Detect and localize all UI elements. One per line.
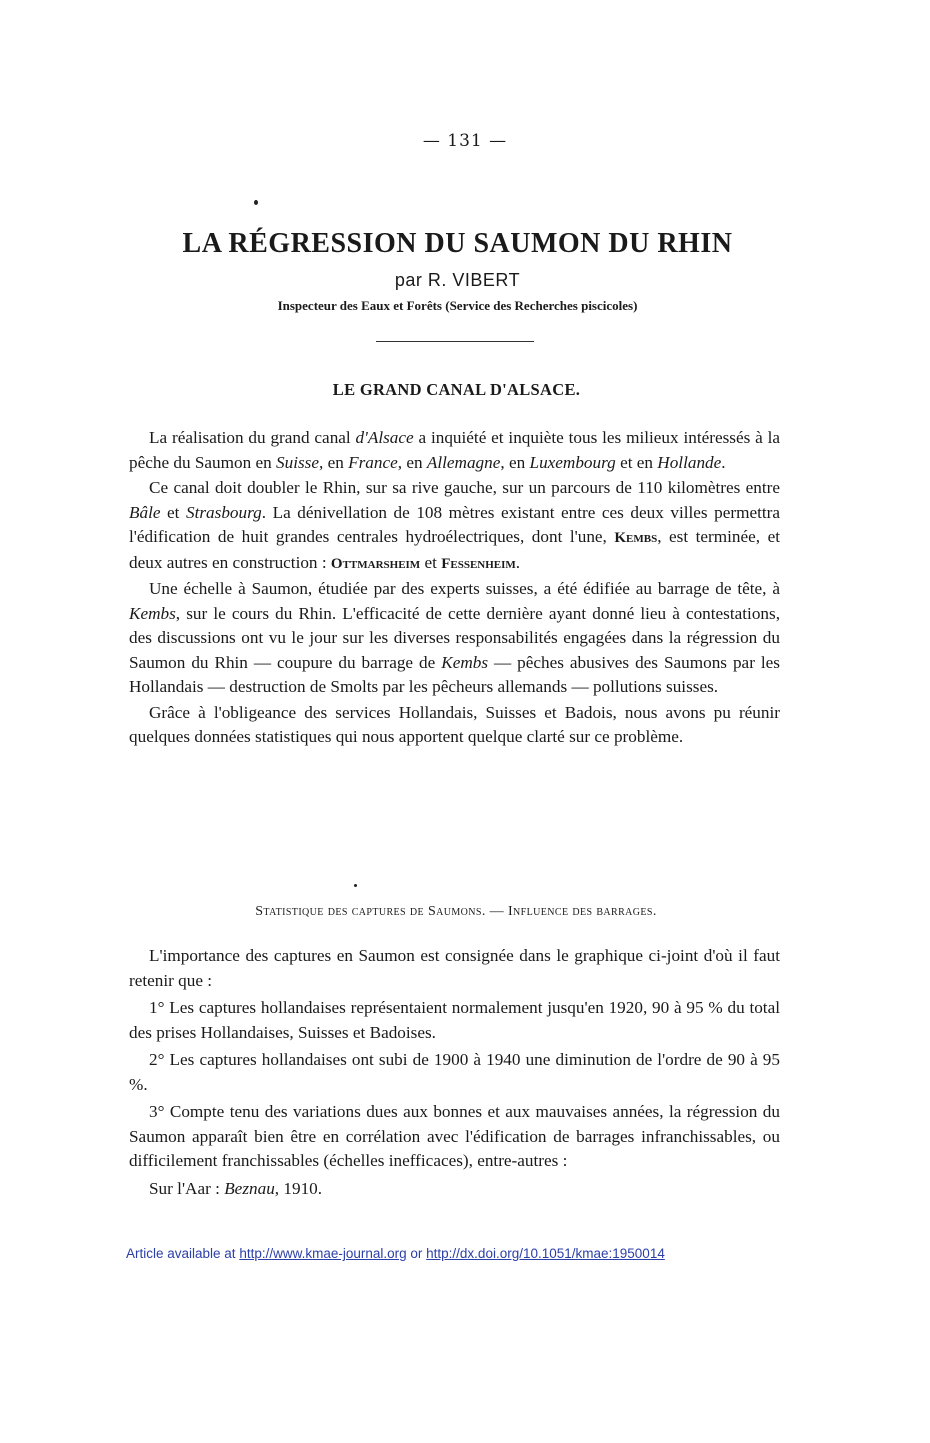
italic-run: Suisse [276, 452, 319, 472]
paragraph-1 [129, 426, 780, 475]
text-run: , en [500, 452, 530, 472]
smallcaps-run: Ottmarsheim [330, 555, 421, 572]
subheading: Statistique des captures de Saumons. — Influence des barrages. [255, 904, 657, 919]
section-body [129, 426, 780, 750]
text-run: , 1910. [274, 1178, 323, 1198]
doi-link[interactable]: http://dx.doi.org/10.1051/kmae:1950014 [426, 1246, 665, 1261]
italic-run: Hollande [657, 452, 722, 472]
text-run: , en [318, 452, 349, 472]
text-run: a inquiété et inquiète tous les milieux intéressés à la pêche du Saumon en [129, 428, 780, 472]
smallcaps-run: Kembs [614, 530, 658, 546]
text-run: La réalisation du grand canal [149, 428, 356, 447]
text-run: et [160, 502, 186, 522]
stray-dot [354, 884, 357, 887]
italic-run: Strasbourg [186, 502, 262, 522]
paragraph-2 [129, 476, 780, 576]
text-run: et en [615, 452, 658, 472]
italic-run: Kembs [441, 652, 489, 672]
section-title: LE GRAND CANAL D'ALSACE. [332, 380, 581, 399]
article-title: LA RÉGRESSION DU SAUMON DU RHIN [182, 228, 733, 259]
text-run: — pêches abusives des Saumons par les Hollandais — destruction de Smolts par les pêcheurs allemands — pollutions suisses. [129, 652, 780, 696]
italic-run: France [348, 452, 398, 472]
paragraph-4: Grâce à l'obligeance des services Hollandais, Suisses et Badois, nous avons pu réunir quelques données statistiques qui nous apportent quelque clarté sur ce problème. [129, 702, 780, 746]
italic-run: Luxembourg [529, 452, 616, 472]
text-run: , en [397, 452, 427, 472]
italic-run: Bâle [129, 502, 161, 522]
text-run: . [721, 452, 726, 472]
title-divider [376, 341, 534, 342]
italic-run: Allemagne [426, 452, 501, 472]
text-run: . [515, 552, 521, 572]
statistics-body [129, 944, 780, 1201]
text-run: Une échelle à Saumon, étudiée par des experts suisses, a été édifiée au barrage de tête, à [149, 579, 780, 598]
italic-run: d'Alsace [355, 428, 414, 447]
footer-prefix: Article available at [126, 1246, 240, 1261]
text-run: Ce canal doit doubler le Rhin, sur sa rive gauche, sur un parcours de 110 kilomètres entre [149, 478, 780, 497]
text-run: et [420, 552, 442, 572]
paragraph-3 [129, 577, 780, 700]
paragraph-8: 3° Compte tenu des variations dues aux bonnes et aux mauvaises années, la régression du Saumon apparaît bien être en corrélation avec l'édification de barrages infranchissables, ou difficilement franchissables (échelles inefficaces), entre-autres : [129, 1102, 780, 1170]
article-footer [126, 1246, 665, 1261]
paragraph-9 [129, 1177, 780, 1202]
journal-link[interactable]: http://www.kmae-journal.org [239, 1246, 407, 1261]
smallcaps-run: Fessenheim [441, 555, 516, 572]
italic-run: Kembs [129, 603, 176, 623]
paragraph-6: 1° Les captures hollandaises représentaient normalement jusqu'en 1920, 90 à 95 % du total des prises Hollandaises, Suisses et Badoises. [129, 998, 780, 1042]
italic-run: Beznau [224, 1178, 275, 1198]
text-run: , est terminée, et deux autres en construction : [129, 527, 780, 572]
paragraph-7: 2° Les captures hollandaises ont subi de 1900 à 1940 une diminution de l'ordre de 90 à 95 %. [129, 1050, 780, 1094]
paragraph-5: L'importance des captures en Saumon est consignée dans le graphique ci-joint d'où il faut retenir que : [129, 946, 780, 990]
author-line: par R. VIBERT [394, 270, 521, 290]
author-affiliation: Inspecteur des Eaux et Forêts (Service des Recherches piscicoles) [277, 298, 638, 313]
stray-dot [254, 200, 258, 205]
footer-separator: or [406, 1246, 427, 1261]
text-run: , sur le cours du Rhin. L'efficacité de cette dernière ayant donné lieu à contestations, des discussions ont vu le jour sur les diverses responsabilités engagées dans la régression du Saumon du Rhin — coupure du barrage de [129, 603, 780, 672]
page-number: — 131 — [422, 131, 508, 151]
text-run: . La dénivellation de 108 mètres existant entre ces deux villes permettra l'édification de huit grandes centrales hydroélectriques, dont l'une, [129, 502, 780, 546]
text-run: Sur l'Aar : [149, 1178, 225, 1198]
